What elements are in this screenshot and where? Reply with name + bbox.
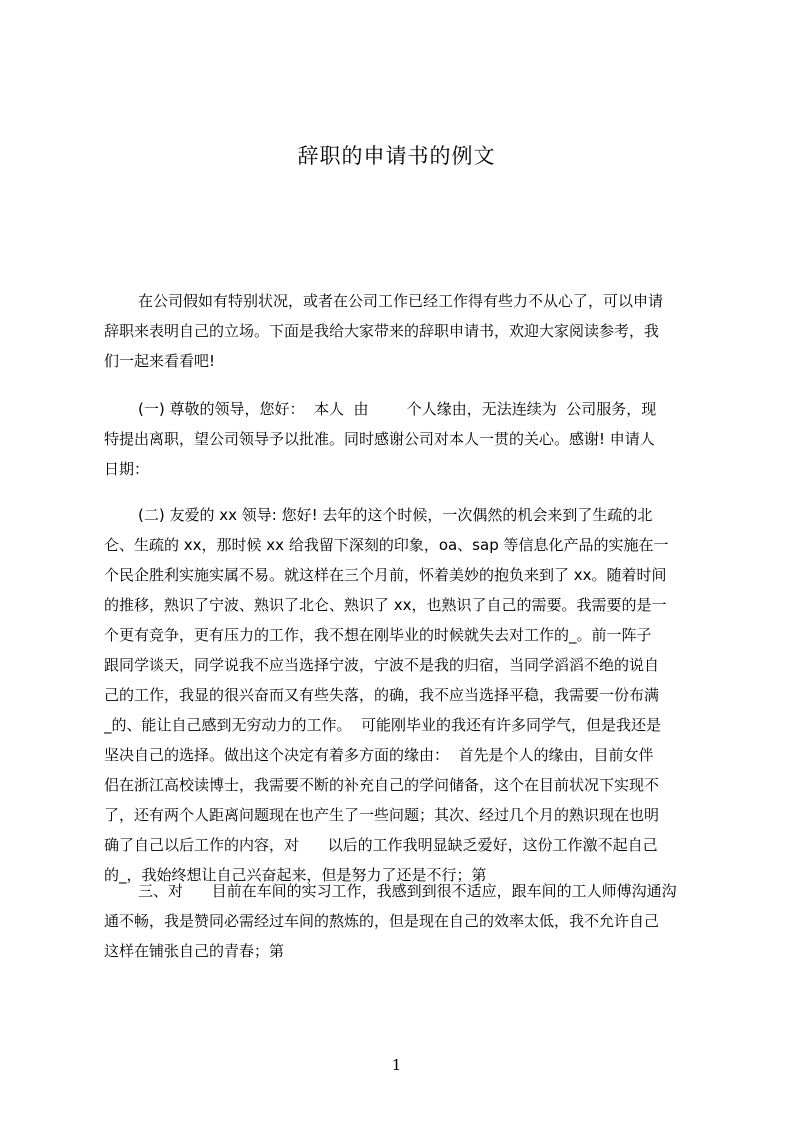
text-line: 辞职来表明自己的立场。下面是我给大家带来的辞职申请书，欢迎大家阅读参考，我 [104,322,660,340]
example-three-paragraph [104,876,702,966]
text-line: 这样在铺张自己的青春；第 [104,942,285,960]
example-two-paragraph [104,500,702,890]
text-line: 的推移，熟识了宁波、熟识了北仑、熟识了 xx，也熟识了自己的需要。我需要的是一 [104,596,667,614]
text-line: (二) 友爱的 xx 领导: 您好! 去年的这个时候，一次偶然的机会来到了生疏的北 [138,506,653,524]
text-line: 三、对 目前在车间的实习工作，我感到到很不适应，跟车间的工人师傅沟通沟 [138,882,677,900]
text-line: 仑、生疏的 xx，那时候 xx 给我留下深刻的印象，oa、sap 等信息化产品的实施在一 [104,536,669,554]
text-line: 特提出离职，望公司领导予以批准。同时感谢公司对本人一贯的关心。感谢! 申请人 [104,430,655,448]
text-line: _的、能让自己感到无穷动力的工作。 可能刚毕业的我还有许多同学气，但是我还是 [104,716,662,734]
text-line: 跟同学谈天，同学说我不应当选择宁波，宁波不是我的归宿，当同学滔滔不绝的说自 [104,656,660,674]
text-line: (一) 尊敬的领导，您好： 本人 由 个人缘由，无法连续为 公司服务，现 [138,400,657,418]
text-line: 在公司假如有特别状况，或者在公司工作已经工作得有些力不从心了，可以申请 [138,292,664,310]
text-line: 通不畅，我是赞同必需经过车间的熬炼的，但是现在自己的效率太低，我不允许自己 [104,912,660,930]
text-line: 确了自己以后工作的内容，对 以后的工作我明显缺乏爱好，这份工作激不起自己 [104,836,658,854]
text-line: 们一起来看看吧! [104,352,216,370]
text-line: 侣在浙江高校读博士，我需要不断的补充自己的学问储备，这个在目前状况下实现不 [104,776,660,794]
text-line: 了，还有两个人距离问题现在也产生了一些问题；其次、经过几个月的熟识现在也明 [104,806,660,824]
text-line: 个民企胜利实施实属不易。就这样在三个月前，怀着美妙的抱负来到了 xx。随着时间 [104,566,667,584]
text-line: 己的工作，我显的很兴奋而又有些失落，的确，我不应当选择平稳，我需要一份布满 [104,686,660,704]
text-line: 日期： [104,460,150,478]
text-line: 坚决自己的选择。做出这个决定有着多方面的缘由： 首先是个人的缘由，目前女伴 [104,746,654,764]
intro-paragraph [104,286,702,376]
page-number: 1 [391,1056,402,1074]
document-title: 辞职的申请书的例文 [297,144,496,168]
text-line: 的_，我始终想让自己兴奋起来，但是努力了还是不行；第 [104,866,487,884]
example-one-paragraph [104,394,702,484]
text-line: 个更有竞争，更有压力的工作，我不想在刚毕业的时候就失去对工作的_。前一阵子 [104,626,652,644]
